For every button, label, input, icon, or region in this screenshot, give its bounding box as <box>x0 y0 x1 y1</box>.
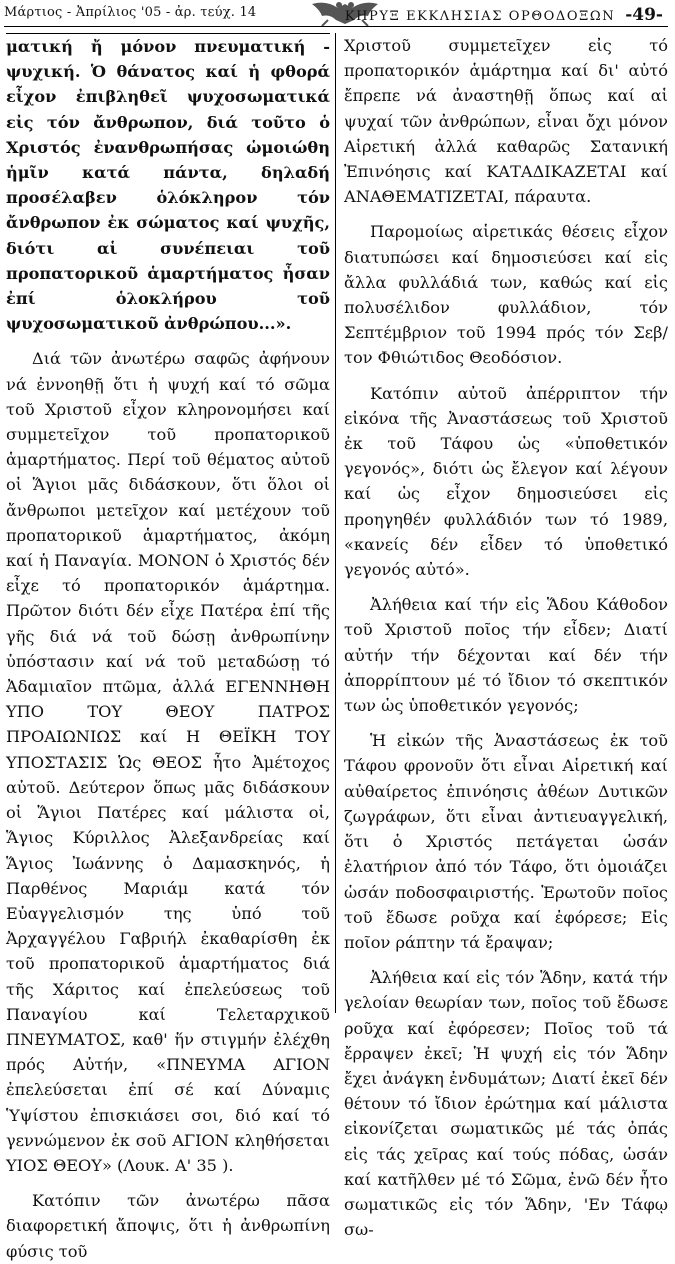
paragraph: Ἀλήθεια καί τήν εἰς Ἅδου Κάθοδον τοῦ Χριστοῦ ποῖος τήν εἶδεν; Διατί αὐτήν τήν δέχονται καί δέν τήν ἀπορρίπτουν μέ τό ἴδιον τό σκεπτικόν των ὡς ὑποθετικόν γεγονός; <box>344 595 668 716</box>
paragraph: Κατόπιν αὐτοῦ ἀπέρριπτον τήν εἰκόνα τῆς Ἀναστάσεως τοῦ Χριστοῦ ἐκ τοῦ Τάφου ὡς «ὑποθετικόν γεγονός», διότι ὡς ἔλεγον καί λέγουν καί ὡς εἶχον δημοσιεύσει εἰς προηγηθέν φυλλάδιόν των τό 1989, «κανείς δέν εἶδεν τό ὑποθετικό γεγονός αὐτό». <box>344 383 668 580</box>
right-column <box>344 33 668 1242</box>
issue-date-label: Μάρτιος - Ἀπρίλιος '05 - ἀρ. τεύχ. 14 <box>4 5 257 20</box>
column-divider <box>335 33 336 1013</box>
paragraph: Ἡ εἰκών τῆς Ἀναστάσεως ἐκ τοῦ Τάφου φρονοῦν ὅτι εἶναι Αἱρετική καί αὐθαίρετος ἐπινόησις ἀθέων Δυτικῶν ζωγράφων, ὅτι εἶναι ἀντιευαγγελική, ὅτι ὁ Χριστός πετάγεται ὡσάν ἐλατήριον ἀπό τόν Τάφο, ὅτι ὁμοιάζει ὡσάν ποδοσφαιριστής. Ἐρωτοῦν ποῖος τοῦ ἔδωσε ροῦχα καί ἐφόρεσε; Εἰς ποῖον ράπτην τά ἔραψαν; <box>344 731 668 952</box>
paragraph: Ἀλήθεια καί εἰς τόν Ἅδην, κατά τήν γελοίαν θεωρίαν των, ποῖος τοῦ ἔδωσε ροῦχα καί ἐφόρεσεν; Ποῖος τοῦ τά ἔρραψεν ἐκεῖ; Ἡ ψυχή εἰς τόν Ἅδην ἔχει ἀνάγκη ἐνδυμάτων; Διατί ἐκεῖ δέν θέτουν τό ἴδιον ἐρώτημα καί μάλιστα εἰκονίζεται σωματικῶς μέ τάς ὀπάς εἰς τάς χεῖρας καί τούς πόδας, ὡσάν καί κατῆλθεν μέ τό Σῶμα, ἐνῶ δέν ἦτο σωματικῶς εἰς τόν Ἅδην, 'Εν Τάφῳ σω- <box>344 968 668 1240</box>
paragraph: Κατόπιν τῶν ἀνωτέρω πᾶσα διαφορετική ἄποψις, ὅτι ἡ ἀνθρωπίνη φύσις τοῦ <box>6 1191 330 1261</box>
paragraph: ματική ἤ μόνον πνευματική - ψυχική. Ὁ θάνατος καί ἡ φθορά εἶχον ἐπιβληθεῖ ψυχοσωματικά εἰς τόν ἄνθρωπον, διά τοῦτο ὁ Χριστός ἐνανθρωπήσας ὡμοιώθη ἡμῖν κατά πάντα, δηλαδή προσέλαβεν ὁλόκληρον τόν ἄνθρωπον ἐκ σώματος καί ψυχῆς, διότι αἱ συνέπειαι τοῦ προπατορικοῦ ἁμαρτήματος ἦσαν ἐπί ὁλοκλήρου τοῦ ψυχοσωματικοῦ ἀνθρώπου...». <box>6 33 330 336</box>
journal-name: ΚΗΡΥΞ ΕΚΚΛΗΣΙΑΣ ΟΡΘΟΔΟΞΩΝ <box>344 9 616 24</box>
journal-title <box>345 5 663 25</box>
left-column <box>6 33 330 1264</box>
page-number: -49- <box>625 5 663 25</box>
paragraph: Χριστοῦ συμμετεῖχεν εἰς τό προπατορικόν ἁμάρτημα καί δι' αὐτό ἔπρεπε νά ἀναστηθῇ ὅπως καί αἱ ψυχαί τῶν ἀνθρώπων, εἶναι ὄχι μόνον Αἱρετική ἀλλά καθαρῶς Σατανική Ἐπινόησις καί ΚΑΤΑΔΙΚΑΖΕΤΑΙ καί ΑΝΑΘΕΜΑΤΙΖΕΤΑΙ, πάραυτα. <box>344 36 668 207</box>
paragraph: Διά τῶν ἀνωτέρω σαφῶς ἀφήνουν νά ἐννοηθῇ ὅτι ἡ ψυχή καί τό σῶμα τοῦ Χριστοῦ εἶχον κληρονομήσει καί συμμετεῖχον τοῦ προπατορικοῦ ἁμαρτήματος. Περί τοῦ θέματος αὐτοῦ οἱ Ἅγιοι μᾶς διδάσκουν, ὅτι ὅλοι οἱ ἄνθρωποι μετεῖχον καί μετέχουν τοῦ προπατορικοῦ ἁμαρτήματος, ἀκόμη καί ἡ Παναγία. ΜΟΝΟΝ ὁ Χριστός δέν εἶχε τό προπατορικόν ἁμάρτημα. Πρῶτον διότι δέν εἶχε Πατέρα ἐπί τῆς γῆς διά νά τοῦ δώσῃ ἀνθρωπίνην ὑπόστασιν καί νά τοῦ μεταδώσῃ τό Ἀδαμιαῖον πτῶμα, ἀλλά ΕΓΕΝΝΗΘΗ ΥΠΟ ΤΟΥ ΘΕΟΥ ΠΑΤΡΟΣ ΠΡΟΑΙΩΝΙΩΣ καί Η ΘΕΪΚΗ ΤΟΥ ΥΠΟΣΤΑΣΙΣ Ὡς ΘΕΟΣ ἦτο Ἀμέτοχος αὐτοῦ. Δεύτερον ὅπως μᾶς διδάσκουν οἱ Ἅγιοι Πατέρες καί μάλιστα οἱ, Ἅγιος Κύριλλος Ἀλεξανδρείας καί Ἅγιος Ἰωάννης ὁ Δαμασκηνός, ἡ Παρθένος Μαριάμ κατά τόν Εὐαγγελισμόν της ὑπό τοῦ Ἀρχαγγέλου Γαβριήλ ἐκαθαρίσθη ἐκ τοῦ προπατορικοῦ ἁμαρτήματος διά τῆς Χάριτος καί ἐπελεύσεως τοῦ Παναγίου καί Τελεταρχικοῦ ΠΝΕΥΜΑΤΟΣ, καθ' ἥν στιγμήν ἐλέχθη πρός Αὐτήν, «ΠΝΕΥΜΑ ΑΓΙΟΝ ἐπελεύσεται ἐπί σέ καί Δύναμις Ὑψίστου ἐπισκιάσει σοι, διό καί τό γεννώμενον ἐκ σοῦ ΑΓΙΟΝ κληθήσεται ΥΙΟΣ ΘΕΟΥ» (Λουκ. Α' 35 ). <box>6 349 330 1175</box>
header-rule <box>4 26 668 27</box>
paragraph: Παρομοίως αἱρετικάς θέσεις εἶχον διατυπώσει καί δημοσιεύσει καί εἰς ἄλλα φυλλάδιά των, καθώς καί εἰς πολυσέλιδον φυλλάδιον, τόν Σεπτέμβριον τοῦ 1994 πρός τόν Σεβ/τον Φθιώτιδος Θεοδόσιον. <box>344 222 668 368</box>
